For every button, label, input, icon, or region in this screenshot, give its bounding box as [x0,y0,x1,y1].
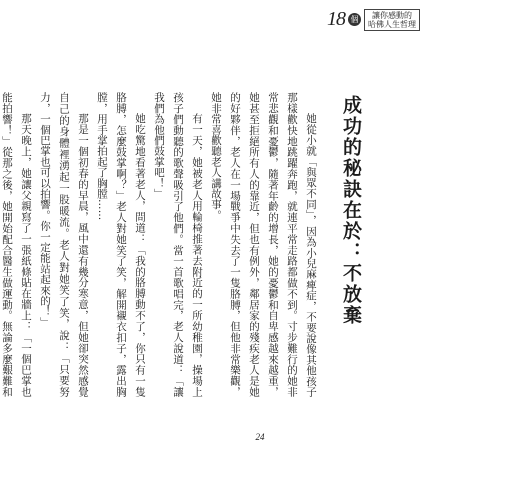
paragraph: 那天晚上，她讓父親寫了一張紙條貼在牆上：「一個巴掌也能拍響！」從那之後，她開始配合醫生做運動。無論多麼艱難和 [1,92,32,397]
book-title-box [364,9,420,31]
paragraph: 有一天，她被老人用輪椅推著去附近的一所幼稚園，操場上孩子們動聽的歌聲吸引了他們。當一首歌唱完，老人說道：「讓我們為他們鼓掌吧！」 [153,92,203,397]
paragraph: 她從小就「與眾不同」，因為小兒麻痺症，不要說像其他孩子那樣歡快地跳躍奔跑，就連平常走路都做不到。寸步難行的她非常悲觀和憂鬱，隨著年齡的增長，她的憂鬱和自卑感越來越重，她甚至拒絕所有人的靠近，但也有例外，鄰居家的殘疾老人是她的好夥伴，老人在一場戰爭中失去了一隻胳膊，但他非常樂觀，她非常喜歡聽老人講故事。 [210,92,317,397]
book-title-line1: 讓你感動的 [372,10,412,20]
page-number: 24 [255,432,265,442]
running-header [327,8,420,31]
book-title-line2: 哈佛人生哲理 [368,19,416,29]
body-text [1,92,320,397]
series-badge: 個 [348,13,361,26]
chapter-title: 成功的秘訣在於：不放棄 [340,95,362,326]
paragraph: 她吃驚地看著老人，問道：「我的胳膊動不了，你只有一隻胳膊，怎麼鼓掌啊？」老人對她笑了笑，解開襯衣扣子，露出胸膛，用手掌拍起了胸膛…… [96,92,146,397]
series-number: 18 [327,8,345,30]
paragraph: 那是一個初春的早晨，風中還有幾分寒意，但她卻突然感覺自己的身體裡湧起一股暖流。老人對她笑了笑，說：「只要努力，一個巴掌也可以拍響。你一定能站起來的！」 [39,92,89,397]
